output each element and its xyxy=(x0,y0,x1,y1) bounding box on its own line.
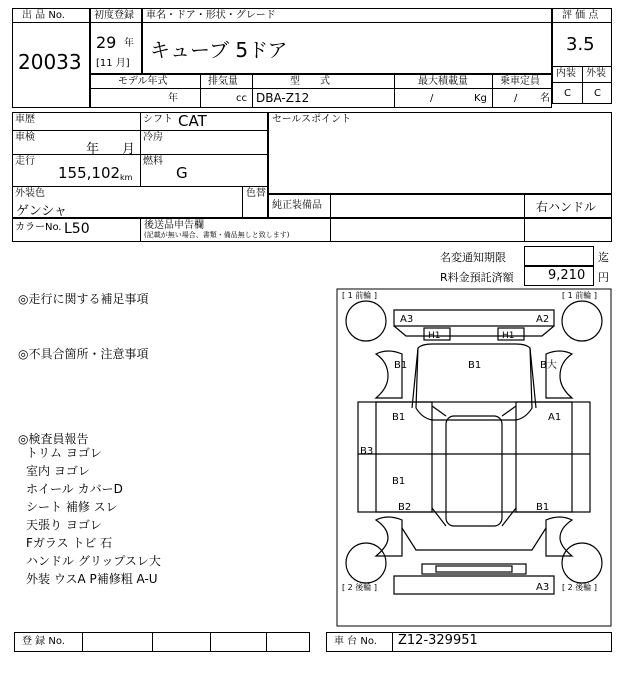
recycle-label: R料金預託済額 xyxy=(440,271,514,284)
lot-number: 20033 xyxy=(18,50,82,74)
divider xyxy=(90,22,142,23)
first-reg-year-unit: 年 xyxy=(124,38,134,49)
mark-front-bumper-left: A3 xyxy=(400,314,414,325)
steering-value: 右ハンドル xyxy=(536,200,597,214)
inspector-line: 室内 ヨゴレ xyxy=(26,464,90,478)
color-row xyxy=(12,218,612,242)
inspection-label: 車検 xyxy=(15,132,35,143)
color-no-label: カラーNo. xyxy=(15,222,62,233)
divider xyxy=(12,154,268,155)
type-value: DBA-Z12 xyxy=(256,91,310,105)
tire-front-right-icon xyxy=(562,301,602,341)
divider xyxy=(394,74,395,108)
ext-color-value: ゲンシャ xyxy=(16,204,68,219)
mark-right-front-door: A1 xyxy=(548,412,562,423)
defects-label: ◎不具合箇所・注意事項 xyxy=(18,347,149,361)
roof-outline xyxy=(446,416,502,526)
model-name: キューブ 5ドア xyxy=(150,38,288,62)
mark-headlight-right: H1 xyxy=(502,331,515,341)
mark-left-front-door: B1 xyxy=(392,412,406,423)
model-year-label: モデル年式 xyxy=(118,76,168,87)
mark-left-fender: B1 xyxy=(394,360,408,371)
divider xyxy=(12,130,268,131)
max-load-label: 最大積載量 xyxy=(418,76,468,87)
rear-plate xyxy=(436,566,512,572)
max-load-slash: / xyxy=(430,93,434,104)
shift-label: シフト xyxy=(143,114,173,125)
capacity-label: 乗車定員 xyxy=(500,76,540,87)
divider xyxy=(140,218,141,242)
left-rear-fender xyxy=(376,517,402,556)
divider xyxy=(330,218,331,242)
inspector-line: シート 補修 スレ xyxy=(26,500,118,514)
divider xyxy=(12,186,268,187)
later-docs-label: 後送品申告欄 xyxy=(144,220,204,231)
car-damage-diagram xyxy=(336,288,612,628)
displacement-unit: cc xyxy=(236,93,247,104)
interior-label: 内装 xyxy=(556,68,576,79)
rear-bumper xyxy=(394,576,554,594)
exterior-grade: C xyxy=(594,88,601,99)
recycle-unit: 円 xyxy=(598,271,609,284)
interior-grade: C xyxy=(564,88,571,99)
mark-right-rear-quarter: B1 xyxy=(536,502,550,513)
front-bumper-lower xyxy=(394,326,554,336)
right-front-fender xyxy=(546,351,572,398)
color-no-value: L50 xyxy=(64,221,90,237)
model-grade-label: 車名・ドア・形状・グレード xyxy=(146,10,276,21)
fuel-label: 燃料 xyxy=(143,156,163,167)
name-change-unit: 迄 xyxy=(598,251,609,264)
chassis-value: Z12-329951 xyxy=(398,633,478,648)
capacity-unit: 名 xyxy=(540,93,550,104)
mark-right-fender: B大 xyxy=(540,360,557,371)
score-value: 3.5 xyxy=(566,34,595,55)
inspector-line: ホイール カバーD xyxy=(26,482,123,496)
tire-front-right-label: [ 1 前輪 ] xyxy=(562,291,597,300)
inspector-line: トリム ヨゴレ xyxy=(26,446,102,460)
divider xyxy=(330,194,331,218)
divider xyxy=(582,66,583,104)
capacity-slash: / xyxy=(514,93,518,104)
mark-hood: B1 xyxy=(468,360,482,371)
equipment-label: 純正装備品 xyxy=(272,200,322,211)
repaint-label: 色替 xyxy=(246,188,266,199)
tire-rear-left-label: [ 2 後輪 ] xyxy=(342,583,377,592)
divider xyxy=(524,194,525,218)
divider xyxy=(12,22,90,23)
right-doors xyxy=(516,402,572,512)
ext-color-label: 外装色 xyxy=(15,188,45,199)
divider xyxy=(552,22,612,23)
displacement-label: 排気量 xyxy=(208,76,238,87)
inspector-line: Fガラス トビ 石 xyxy=(26,536,113,550)
inspection-year-unit: 年 xyxy=(86,142,100,157)
tire-rear-right-label: [ 2 後輪 ] xyxy=(562,583,597,592)
recycle-value: 9,210 xyxy=(548,268,586,283)
mileage-value: 155,102 xyxy=(58,164,121,182)
hood-sides xyxy=(412,348,536,408)
shift-value: CAT xyxy=(178,112,207,130)
first-reg-month: [11 月] xyxy=(96,58,130,69)
mark-left-rear-door: B1 xyxy=(392,476,406,487)
reg-no-label: 登 録 No. xyxy=(22,636,65,647)
tire-rear-left-icon xyxy=(346,543,386,583)
divider xyxy=(252,74,253,108)
divider xyxy=(142,22,552,23)
tire-front-left-icon xyxy=(346,301,386,341)
ac-label: 冷房 xyxy=(143,132,163,143)
divider xyxy=(210,632,211,652)
first-reg-year: 29 xyxy=(96,33,117,52)
front-bumper xyxy=(394,310,554,326)
tire-front-left-label: [ 1 前輪 ] xyxy=(342,291,377,300)
lot-label: 出 品 No. xyxy=(22,10,65,21)
divider xyxy=(552,82,612,83)
chassis-label: 車 台 No. xyxy=(334,636,377,647)
inspector-line: 外装 ウスA P補修粗 A-U xyxy=(26,572,158,586)
score-label: 評 価 点 xyxy=(562,10,599,21)
divider xyxy=(524,218,525,242)
inspector-line: ハンドル グリップスレ大 xyxy=(26,554,161,568)
divider xyxy=(242,186,243,218)
divider xyxy=(266,632,267,652)
mileage-label: 走行 xyxy=(15,156,35,167)
divider xyxy=(392,632,393,652)
inspection-month-unit: 月 xyxy=(122,142,136,157)
hood-outline xyxy=(416,344,532,420)
divider xyxy=(200,74,201,108)
inspector-label: ◎検査員報告 xyxy=(18,432,89,446)
driving-notes-label: ◎走行に関する補足事項 xyxy=(18,292,149,306)
fuel-value: G xyxy=(176,164,188,182)
roof-pillars xyxy=(432,406,516,526)
left-front-fender xyxy=(376,351,402,398)
later-docs-note: (記載が無い場合、書類・備品無しと致します) xyxy=(144,231,290,239)
mark-left-rear-quarter: B2 xyxy=(398,502,412,513)
inspector-line: 天張り ヨゴレ xyxy=(26,518,102,532)
mileage-unit: km xyxy=(120,173,133,182)
tire-rear-right-icon xyxy=(562,543,602,583)
mark-left-sill: B3 xyxy=(360,446,374,457)
type-label: 型 式 xyxy=(290,76,330,87)
name-change-label: 名変通知期限 xyxy=(440,251,506,264)
mark-rear-bumper-right: A3 xyxy=(536,582,550,593)
max-load-unit: Kg xyxy=(474,93,487,104)
right-rear-fender xyxy=(546,517,572,556)
divider xyxy=(90,88,552,89)
mark-headlight-left: H1 xyxy=(428,331,441,341)
sales-point-label: セールスポイント xyxy=(272,114,352,125)
first-reg-label: 初度登録 xyxy=(94,10,134,21)
name-change-box xyxy=(524,246,594,266)
divider xyxy=(140,112,141,186)
divider xyxy=(152,632,153,652)
model-year-unit: 年 xyxy=(168,93,178,104)
divider xyxy=(82,632,83,652)
rear-body-outline xyxy=(402,528,546,550)
exterior-label: 外装 xyxy=(586,68,606,79)
divider xyxy=(492,74,493,108)
mark-front-bumper-right: A2 xyxy=(536,314,550,325)
history-label: 車歴 xyxy=(15,114,35,125)
